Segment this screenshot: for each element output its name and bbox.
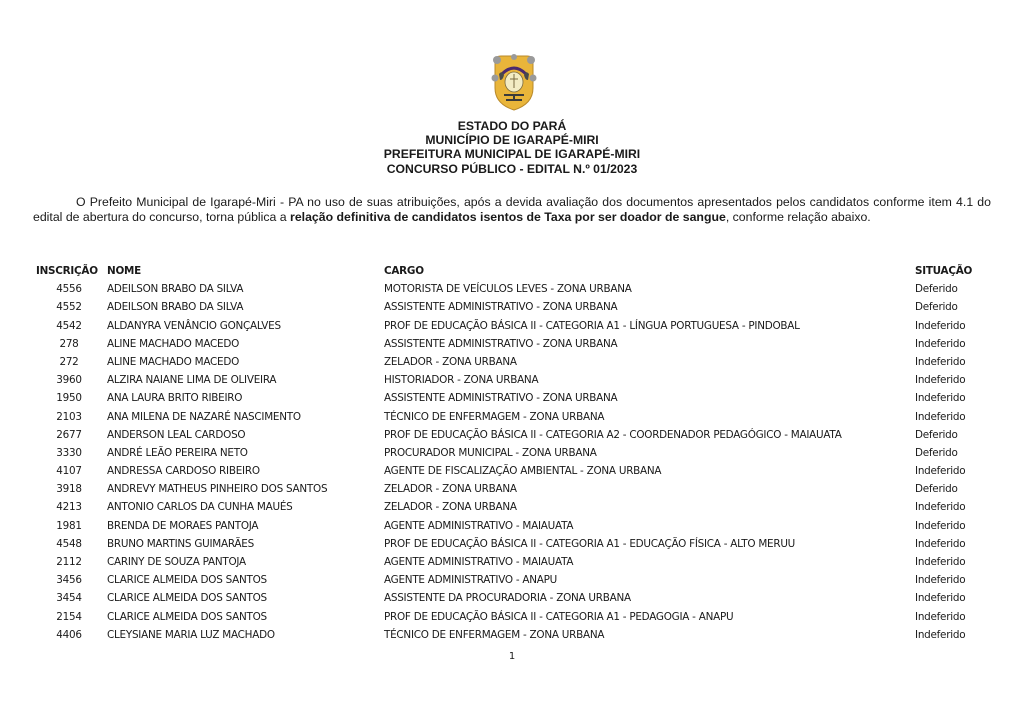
cell-nome: ALINE MACHADO MACEDO	[107, 355, 240, 368]
cell-situacao: Indeferido	[915, 319, 966, 332]
table-row	[36, 317, 996, 335]
cell-nome: BRENDA DE MORAES PANTOJA	[107, 519, 259, 532]
cell-inscricao: 2677	[56, 428, 82, 441]
table-row	[36, 298, 996, 316]
cell-inscricao: 272	[59, 355, 79, 368]
cell-cargo: ZELADOR - ZONA URBANA	[384, 355, 517, 368]
cell-situacao: Indeferido	[915, 410, 966, 423]
cell-inscricao: 4542	[56, 319, 82, 332]
table-row	[36, 553, 996, 571]
table-row	[36, 462, 996, 480]
cell-situacao: Deferido	[915, 301, 958, 314]
table-row	[36, 389, 996, 407]
cell-cargo: TÉCNICO DE ENFERMAGEM - ZONA URBANA	[384, 628, 605, 641]
table-row	[36, 571, 996, 589]
cell-inscricao: 3960	[56, 374, 82, 387]
cell-nome: CLARICE ALMEIDA DOS SANTOS	[107, 592, 267, 605]
cell-inscricao: 2112	[56, 556, 82, 568]
intro-text-bold: relação definitiva de candidatos isentos de Taxa por ser doador de sangue	[290, 210, 726, 224]
cell-cargo: HISTORIADOR - ZONA URBANA	[384, 374, 539, 387]
cell-situacao: Indeferido	[915, 537, 966, 550]
table-row	[36, 444, 996, 462]
cell-situacao: Indeferido	[915, 556, 966, 568]
table-row	[36, 335, 996, 353]
cell-nome: ANA LAURA BRITO RIBEIRO	[107, 392, 243, 405]
intro-text-end: , conforme relação abaixo.	[725, 210, 871, 224]
header-prefecture: PREFEITURA MUNICIPAL DE IGARAPÉ-MIRI	[383, 147, 641, 162]
cell-inscricao: 1950	[56, 392, 82, 405]
cell-nome: ANTONIO CARLOS DA CUNHA MAUÉS	[107, 501, 293, 514]
table-row	[36, 280, 996, 298]
table-row	[36, 480, 996, 498]
cell-cargo: ASSISTENTE DA PROCURADORIA - ZONA URBANA	[384, 592, 631, 605]
cell-situacao: Indeferido	[915, 574, 966, 587]
cell-situacao: Indeferido	[915, 465, 966, 478]
cell-nome: CLARICE ALMEIDA DOS SANTOS	[107, 574, 267, 587]
table-row	[36, 517, 996, 535]
header-edital: CONCURSO PÚBLICO - EDITAL N.º 01/2023	[386, 161, 638, 176]
cell-nome: BRUNO MARTINS GUIMARÃES	[107, 537, 254, 550]
cell-nome: ANDRÉ LEÃO PEREIRA NETO	[107, 446, 248, 459]
cell-nome: ALZIRA NAIANE LIMA DE OLIVEIRA	[107, 374, 277, 387]
cell-cargo: PROCURADOR MUNICIPAL - ZONA URBANA	[384, 446, 597, 459]
cell-situacao: Indeferido	[915, 392, 966, 405]
cell-nome: ANDERSON LEAL CARDOSO	[107, 428, 246, 441]
cell-cargo: AGENTE DE FISCALIZAÇÃO AMBIENTAL - ZONA URBANA	[384, 465, 662, 478]
cell-inscricao: 2103	[56, 410, 82, 423]
cell-nome: ANDRESSA CARDOSO RIBEIRO	[107, 465, 260, 478]
cell-situacao: Indeferido	[915, 501, 966, 514]
cell-inscricao: 3454	[56, 592, 82, 605]
cell-inscricao: 278	[59, 337, 79, 350]
cell-cargo: MOTORISTA DE VEÍCULOS LEVES - ZONA URBANA	[384, 283, 632, 296]
cell-situacao: Deferido	[915, 283, 958, 296]
cell-inscricao: 3330	[56, 446, 82, 459]
cell-inscricao: 3456	[56, 574, 82, 587]
cell-nome: ANDREVY MATHEUS PINHEIRO DOS SANTOS	[107, 483, 328, 496]
cell-inscricao: 4548	[56, 537, 82, 550]
cell-situacao: Indeferido	[915, 592, 966, 605]
cell-cargo: ASSISTENTE ADMINISTRATIVO - ZONA URBANA	[384, 392, 618, 405]
table-row	[36, 353, 996, 371]
cell-inscricao: 1981	[56, 519, 82, 532]
cell-nome: ANA MILENA DE NAZARÉ NASCIMENTO	[107, 410, 301, 423]
table-row	[36, 371, 996, 389]
table-row	[36, 608, 996, 626]
cell-nome: CARINY DE SOUZA PANTOJA	[107, 556, 246, 568]
cell-cargo: ZELADOR - ZONA URBANA	[384, 483, 517, 496]
cell-inscricao: 4107	[56, 465, 82, 478]
cell-nome: ALINE MACHADO MACEDO	[107, 337, 240, 350]
municipal-coat-of-arms-icon	[489, 52, 539, 112]
cell-cargo: PROF DE EDUCAÇÃO BÁSICA II - CATEGORIA A2 - COORDENADOR PEDAGÓGICO - MAIAUATA	[384, 428, 842, 441]
candidates-table	[36, 262, 996, 644]
cell-situacao: Indeferido	[915, 519, 966, 532]
table-row	[36, 535, 996, 553]
table-header-row	[36, 262, 996, 280]
cell-cargo: ASSISTENTE ADMINISTRATIVO - ZONA URBANA	[384, 337, 618, 350]
intro-paragraph	[33, 195, 991, 225]
cell-situacao: Deferido	[915, 483, 958, 496]
table-row	[36, 589, 996, 607]
header-cargo: CARGO	[384, 265, 424, 277]
cell-inscricao: 4556	[56, 283, 82, 296]
cell-situacao: Indeferido	[915, 610, 966, 623]
cell-situacao: Deferido	[915, 446, 958, 459]
cell-nome: CLEYSIANE MARIA LUZ MACHADO	[107, 628, 275, 641]
cell-inscricao: 4406	[56, 628, 82, 641]
cell-inscricao: 4213	[56, 501, 82, 514]
cell-cargo: AGENTE ADMINISTRATIVO - MAIAUATA	[384, 556, 574, 568]
cell-cargo: PROF DE EDUCAÇÃO BÁSICA II - CATEGORIA A1 - EDUCAÇÃO FÍSICA - ALTO MERUU	[384, 537, 796, 550]
cell-cargo: ZELADOR - ZONA URBANA	[384, 501, 517, 514]
cell-nome: ALDANYRA VENÂNCIO GONÇALVES	[107, 319, 281, 332]
header-situacao: SITUAÇÃO	[915, 265, 973, 277]
cell-situacao: Indeferido	[915, 337, 966, 350]
cell-cargo: PROF DE EDUCAÇÃO BÁSICA II - CATEGORIA A1 - LÍNGUA PORTUGUESA - PINDOBAL	[384, 319, 800, 332]
page-number: 1	[508, 651, 516, 662]
table-row	[36, 408, 996, 426]
table-row	[36, 626, 996, 644]
cell-cargo: PROF DE EDUCAÇÃO BÁSICA II - CATEGORIA A1 - PEDAGOGIA - ANAPU	[384, 610, 734, 623]
intro-text-start: O Prefeito Municipal de Igarapé-Miri - PA no uso de suas atribuições, após a devida avaliação dos documentos apresentados pelos candidatos conforme item 4.1 do edital de abertura do concurso, torna pública a	[33, 195, 991, 224]
cell-cargo: AGENTE ADMINISTRATIVO - ANAPU	[384, 574, 558, 587]
table-row	[36, 498, 996, 516]
cell-nome: CLARICE ALMEIDA DOS SANTOS	[107, 610, 267, 623]
cell-inscricao: 4552	[56, 301, 82, 314]
cell-nome: ADEILSON BRABO DA SILVA	[107, 283, 244, 296]
header-state: ESTADO DO PARÁ	[457, 119, 567, 133]
cell-situacao: Deferido	[915, 428, 958, 441]
cell-nome: ADEILSON BRABO DA SILVA	[107, 301, 244, 314]
cell-situacao: Indeferido	[915, 355, 966, 368]
cell-cargo: ASSISTENTE ADMINISTRATIVO - ZONA URBANA	[384, 301, 618, 314]
table-row	[36, 426, 996, 444]
cell-situacao: Indeferido	[915, 374, 966, 387]
cell-inscricao: 3918	[56, 483, 82, 496]
cell-cargo: TÉCNICO DE ENFERMAGEM - ZONA URBANA	[384, 410, 605, 423]
cell-inscricao: 2154	[56, 610, 82, 623]
header-nome: NOME	[107, 265, 141, 277]
cell-situacao: Indeferido	[915, 628, 966, 641]
document-header	[0, 119, 1024, 176]
cell-cargo: AGENTE ADMINISTRATIVO - MAIAUATA	[384, 519, 574, 532]
header-municipality: MUNICÍPIO DE IGARAPÉ-MIRI	[425, 133, 599, 148]
header-inscricao: INSCRIÇÃO	[36, 265, 98, 277]
